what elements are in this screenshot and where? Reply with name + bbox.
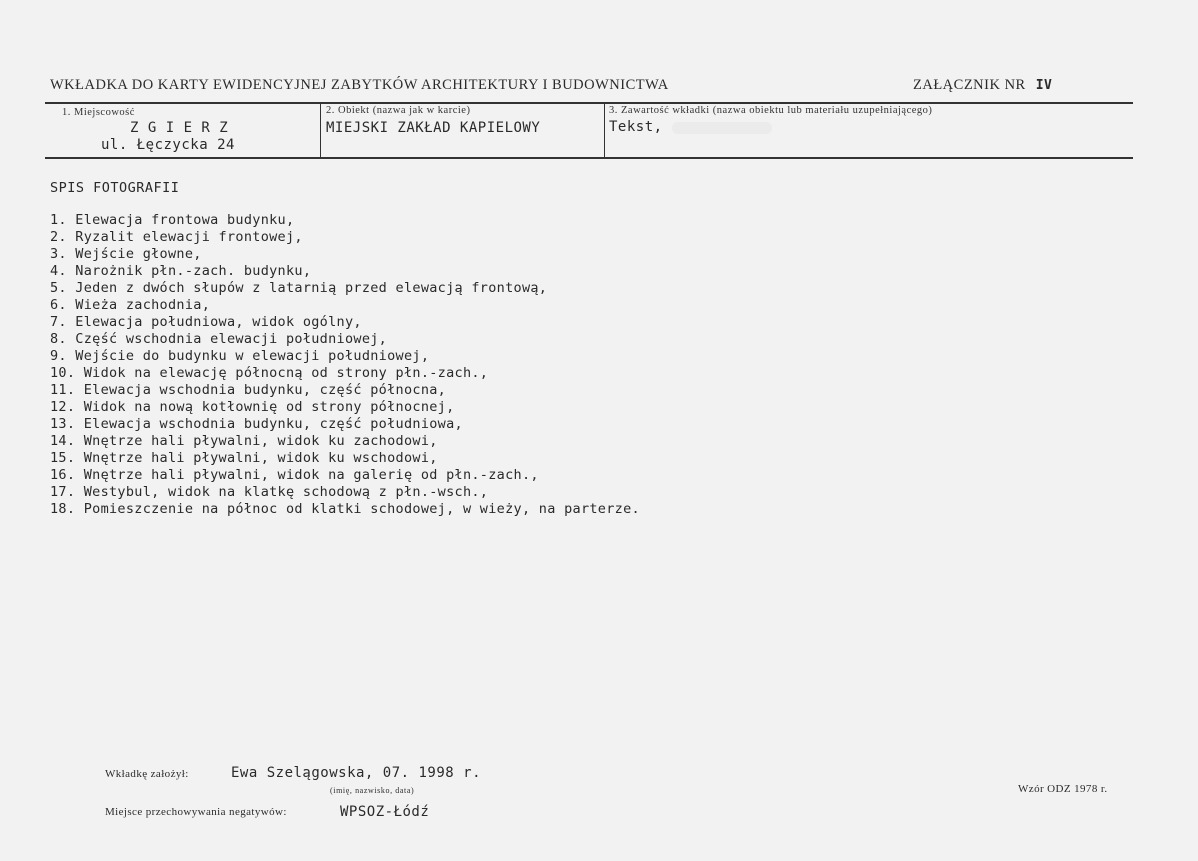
- locality-city: Z G I E R Z: [130, 120, 229, 136]
- list-item: 8. Część wschodnia elewacji południowej,: [50, 331, 388, 347]
- author-value: Ewa Szelągowska, 07. 1998 r.: [231, 765, 482, 781]
- negatives-label: Miejsce przechowywania negatywów:: [105, 806, 287, 818]
- list-item: 2. Ryzalit elewacji frontowej,: [50, 229, 303, 245]
- list-item: 18. Pomieszczenie na północ od klatki schodowej, w wieży, na parterze.: [50, 501, 640, 517]
- list-item: 9. Wejście do budynku w elewacji południowej,: [50, 348, 430, 364]
- locality-street: ul. Łęczycka 24: [101, 137, 235, 153]
- list-item: 13. Elewacja wschodnia budynku, część południowa,: [50, 416, 463, 432]
- table-divider-1: [320, 104, 321, 157]
- list-item: 4. Narożnik płn.-zach. budynku,: [50, 263, 312, 279]
- list-item: 16. Wnętrze hali pływalni, widok na galerię od płn.-zach.,: [50, 467, 539, 483]
- list-item: 10. Widok na elewację północną od strony płn.-zach.,: [50, 365, 489, 381]
- object-label: 2. Obiekt (nazwa jak w karcie): [326, 105, 471, 116]
- annex-number-value: IV: [1035, 78, 1053, 93]
- list-item: 17. Westybul, widok na klatkę schodową z płn.-wsch.,: [50, 484, 489, 500]
- table-top-rule: [45, 102, 1133, 104]
- list-item: 3. Wejście głowne,: [50, 246, 202, 262]
- photo-list-heading: SPIS FOTOGRAFII: [50, 180, 180, 196]
- list-item: 15. Wnętrze hali pływalni, widok ku wschodowi,: [50, 450, 438, 466]
- table-divider-2: [604, 104, 605, 157]
- list-item: 11. Elewacja wschodnia budynku, część północna,: [50, 382, 447, 398]
- list-item: 5. Jeden z dwóch słupów z latarnią przed elewacją frontową,: [50, 280, 548, 296]
- table-bottom-rule: [45, 157, 1133, 159]
- list-item: 12. Widok na nową kotłownię od strony północnej,: [50, 399, 455, 415]
- list-item: 1. Elewacja frontowa budynku,: [50, 212, 295, 228]
- negatives-value: WPSOZ-Łódź: [340, 804, 430, 820]
- annex-number: [913, 77, 1052, 94]
- author-hint: (imię, nazwisko, data): [330, 786, 415, 795]
- list-item: 6. Wieża zachodnia,: [50, 297, 211, 313]
- locality-label: 1. Miejscowość: [62, 107, 135, 118]
- erased-text-smudge: [672, 122, 772, 134]
- photo-list: [50, 212, 640, 518]
- form-title: WKŁADKA DO KARTY EWIDENCYJNEJ ZABYTKÓW ARCHITEKTURY I BUDOWNICTWA: [50, 77, 669, 93]
- list-item: 7. Elewacja południowa, widok ogólny,: [50, 314, 362, 330]
- list-item: 14. Wnętrze hali pływalni, widok ku zachodowi,: [50, 433, 438, 449]
- annex-label: ZAŁĄCZNIK NR: [913, 77, 1026, 93]
- object-value: MIEJSKI ZAKŁAD KAPIELOWY: [326, 120, 541, 136]
- content-value: Tekst,: [609, 119, 663, 135]
- content-label: 3. Zawartość wkładki (nazwa obiektu lub materiału uzupełniającego): [609, 105, 933, 116]
- template-note: Wzór ODZ 1978 r.: [1018, 783, 1108, 795]
- author-label: Wkładkę założył:: [105, 768, 189, 780]
